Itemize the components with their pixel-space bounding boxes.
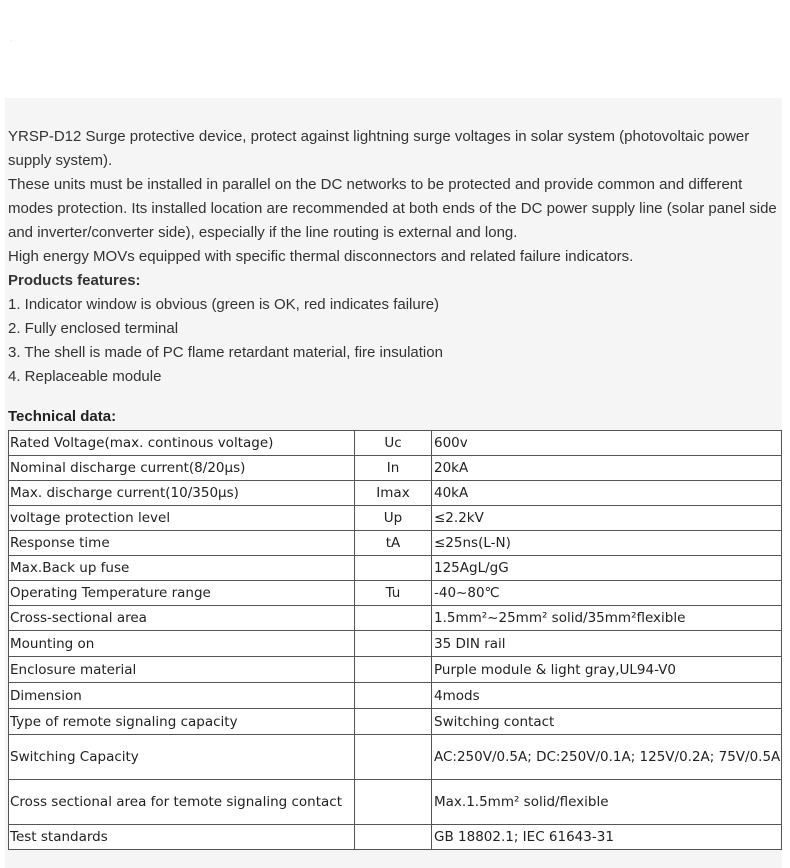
symbol-cell <box>355 709 432 735</box>
intro-line: These units must be installed in parallel on the DC networks to be protected and provide common and different modes protection. Its installed location are recommended at both ends of the DC power supply line (solar panel side and inverter/converter side), especially if the line routing is external and long. <box>8 176 777 241</box>
intro-line: YRSP-D12 Surge protective device, protect against lightning surge voltages in solar system (photovoltaic power supply system). <box>8 128 750 169</box>
symbol-cell <box>355 556 432 581</box>
table-row <box>9 606 782 631</box>
description-panel <box>5 98 782 868</box>
table-row <box>9 531 782 556</box>
param-cell: Enclosure material <box>9 657 355 683</box>
value-cell: 40kA <box>432 481 782 506</box>
value-cell: Purple module & light gray,UL94-V0 <box>432 657 782 683</box>
param-cell: Max. discharge current(10/350μs) <box>9 481 355 506</box>
value-cell: 20kA <box>432 456 782 481</box>
value-cell: 35 DIN rail <box>432 631 782 657</box>
table-row <box>9 735 782 780</box>
table-row <box>9 683 782 709</box>
param-cell: Type of remote signaling capacity <box>9 709 355 735</box>
table-row <box>9 631 782 657</box>
param-cell: Response time <box>9 531 355 556</box>
value-cell: Switching contact <box>432 709 782 735</box>
feature-item: 2. Fully enclosed terminal <box>8 320 179 337</box>
value-cell: 125AgL/gG <box>432 556 782 581</box>
symbol-cell: In <box>355 456 432 481</box>
table-row <box>9 456 782 481</box>
param-cell: Cross sectional area for temote signaling contact <box>9 780 355 825</box>
param-cell: voltage protection level <box>9 506 355 531</box>
symbol-cell <box>355 735 432 780</box>
param-cell: Operating Temperature range <box>9 581 355 606</box>
intro-line: High energy MOVs equipped with specific thermal disconnectors and related failure indicators. <box>8 248 634 265</box>
value-cell: -40~80℃ <box>432 581 782 606</box>
param-cell: Dimension <box>9 683 355 709</box>
symbol-cell: Up <box>355 506 432 531</box>
top-blank-area <box>0 0 790 98</box>
table-row <box>9 780 782 825</box>
symbol-cell <box>355 780 432 825</box>
symbol-cell: Uc <box>355 431 432 456</box>
value-cell: AC:250V/0.5A; DC:250V/0.1A; 125V/0.2A; 75V/0.5A <box>432 735 782 780</box>
param-cell: Mounting on <box>9 631 355 657</box>
feature-item: 3. The shell is made of PC flame retardant material, fire insulation <box>8 344 443 361</box>
technical-data-heading: Technical data: <box>8 408 117 425</box>
value-cell: ≤2.2kV <box>432 506 782 531</box>
value-cell: 600v <box>432 431 782 456</box>
value-cell: GB 18802.1; IEC 61643-31 <box>432 825 782 850</box>
param-cell: Switching Capacity <box>9 735 355 780</box>
symbol-cell <box>355 825 432 850</box>
table-row <box>9 657 782 683</box>
table-row <box>9 481 782 506</box>
features-heading: Products features: <box>8 272 141 289</box>
symbol-cell <box>355 657 432 683</box>
value-cell: ≤25ns(L-N) <box>432 531 782 556</box>
symbol-cell: tA <box>355 531 432 556</box>
feature-item: 4. Replaceable module <box>8 368 162 385</box>
symbol-cell <box>355 631 432 657</box>
value-cell: 1.5mm²~25mm² solid/35mm²flexible <box>432 606 782 631</box>
param-cell: Test standards <box>9 825 355 850</box>
table-row <box>9 431 782 456</box>
param-cell: Max.Back up fuse <box>9 556 355 581</box>
symbol-cell <box>355 606 432 631</box>
param-cell: Nominal discharge current(8/20μs) <box>9 456 355 481</box>
feature-item: 1. Indicator window is obvious (green is OK, red indicates failure) <box>8 296 440 313</box>
param-cell: Rated Voltage(max. continous voltage) <box>9 431 355 456</box>
value-cell: 4mods <box>432 683 782 709</box>
table-row <box>9 709 782 735</box>
symbol-cell: Tu <box>355 581 432 606</box>
symbol-cell: Imax <box>355 481 432 506</box>
symbol-cell <box>355 683 432 709</box>
technical-data-table <box>8 430 782 850</box>
table-row <box>9 825 782 850</box>
table-row <box>9 556 782 581</box>
intro-text <box>8 125 780 389</box>
table-row <box>9 506 782 531</box>
table-row <box>9 581 782 606</box>
param-cell: Cross-sectional area <box>9 606 355 631</box>
dot-mark: · <box>10 38 12 44</box>
value-cell: Max.1.5mm² solid/flexible <box>432 780 782 825</box>
